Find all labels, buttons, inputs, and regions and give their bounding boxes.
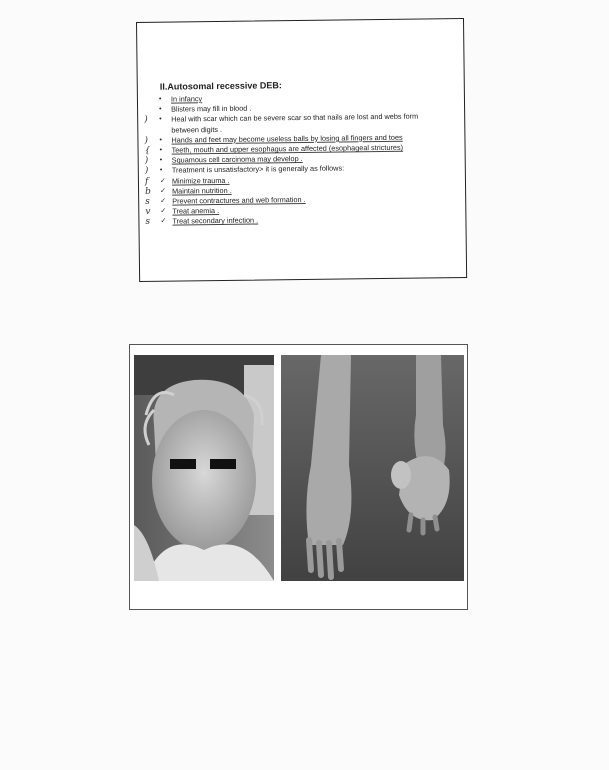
patient-hands-photo (281, 355, 464, 581)
bullet-list (144, 91, 458, 228)
text-slide (136, 18, 467, 282)
list-item: f ✓ Minimize trauma . (144, 175, 230, 187)
list-item: b ✓ Maintain nutrition . (145, 185, 232, 197)
list-item: { • Teeth, mouth and upper esophagus are affected (esophageal strictures) (144, 142, 404, 156)
patient-face-photo (134, 355, 274, 581)
list-item: s ✓ Prevent contractures and web formation . (145, 194, 306, 207)
list-item: between digits . (171, 124, 223, 135)
list-item: • Blisters may fill in blood . (159, 103, 252, 114)
list-item: s ✓ Treat secondary infection . (145, 215, 259, 228)
photo-slide (129, 344, 468, 610)
list-item: ) • Treatment is unsatisfactory> it is generally as follows: (144, 163, 345, 177)
list-item: ) • Heal with scar which can be severe scar so that nails are lost and webs form (144, 111, 419, 126)
slide-title: II.Autosomal recessive DEB: (159, 80, 282, 92)
list-item: v ✓ Treat anemia . (145, 206, 220, 218)
list-item: • In infancy (158, 94, 203, 104)
list-item: ) • Hands and feet may become useless balls by losing all fingers and toes (144, 132, 403, 146)
list-item: ) • Squamous cell carcinoma may develop . (144, 154, 303, 167)
